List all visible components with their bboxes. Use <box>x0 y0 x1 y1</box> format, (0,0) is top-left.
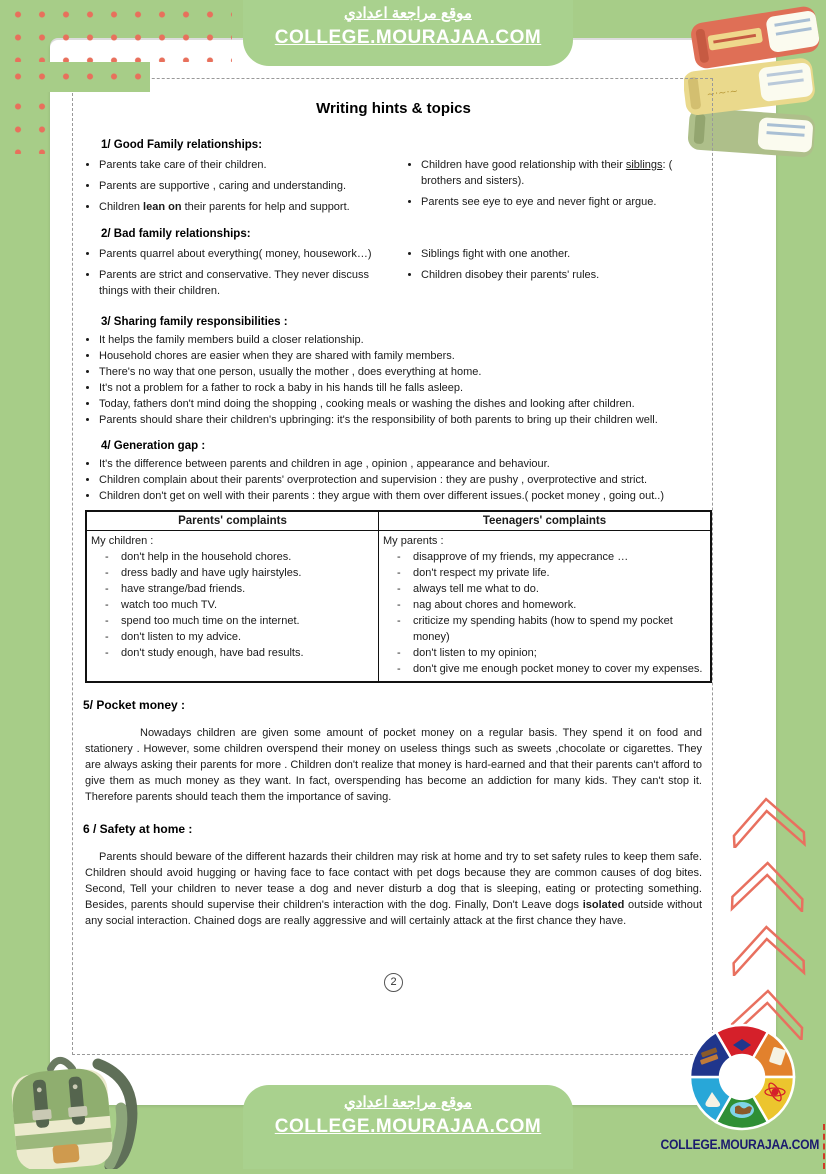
list-item: • Parents should share their children's upbringing: it's the responsibility of both parents to bring up their children well. <box>99 412 704 428</box>
chevron-up-icon <box>728 914 808 976</box>
list-item: - have strange/bad friends. <box>121 581 374 597</box>
table-header-teenagers: Teenagers' complaints <box>379 511 712 531</box>
list-item: • Parents take care of their children. <box>99 157 391 173</box>
list-item: • Parents see eye to eye and never fight or argue. <box>421 194 704 210</box>
site-banner-top <box>243 0 573 66</box>
teenagers-intro: My parents : <box>383 535 444 547</box>
section-2-columns <box>83 244 704 306</box>
list-item: - don't study enough, have bad results. <box>121 645 374 661</box>
list-item: • Children lean on their parents for help and support. <box>99 199 391 215</box>
list-item: • Parents quarrel about everything( money, housework…) <box>99 246 391 262</box>
list-item: - don't give me enough pocket money to cover my expenses. <box>413 661 706 677</box>
section-2-left-list <box>83 246 391 304</box>
parents-complaints-list <box>91 549 374 661</box>
list-item: - criticize my spending habits (how to spend my pocket money) <box>413 613 706 645</box>
section-2-heading: 2/ Bad family relationships: <box>101 228 251 240</box>
list-item: - don't listen to my advice. <box>121 629 374 645</box>
list-item: - disapprove of my friends, my appecrance … <box>413 549 706 565</box>
complaints-table <box>85 510 712 683</box>
section-3-heading: 3/ Sharing family responsibilities : <box>101 316 288 328</box>
list-item: - don't respect my private life. <box>413 565 706 581</box>
list-item: • Children complain about their parents' overprotection and supervision : they are pushy , overprotective and strict. <box>99 472 704 488</box>
chevron-up-icon <box>728 786 808 848</box>
table-cell-parents <box>86 531 379 683</box>
list-item: • Children have good relationship with their siblings: ( brothers and sisters). <box>421 157 704 189</box>
list-item: • Siblings fight with one another. <box>421 246 704 262</box>
table-header-row <box>86 511 711 531</box>
list-item: - don't listen to my opinion; <box>413 645 706 661</box>
list-item: - dress badly and have ugly hairstyles. <box>121 565 374 581</box>
section-6-paragraph: Parents should beware of the different hazards their children may risk at home and try to set safety rules to keep them safe. Children should avoid hugging or having face to face contact with pet dogs because they are common causes of dog bites. Second, Tell your children to never tease a dog and never disturb a dog that is sleeping, eating or protecting something. Besides, parents should supervise their children's interaction with the dog. Finally, Don't Leave dogs isolated outside without any social interaction. Chained dogs are really aggressive and will certainly attack at the first chance they have. <box>85 851 702 927</box>
chevron-arrows-decoration <box>728 786 808 1042</box>
list-item: - spend too much time on the internet. <box>121 613 374 629</box>
page-title: Writing hints & topics <box>316 100 471 117</box>
list-item: - watch too much TV. <box>121 597 374 613</box>
section-2-right-list <box>405 246 704 304</box>
logo-caption[interactable]: COLLEGE.MOURAJAA.COM <box>660 1137 820 1152</box>
list-item: - don't help in the household chores. <box>121 549 374 565</box>
section-5-heading: 5/ Pocket money : <box>83 698 186 712</box>
section-4-list <box>83 456 704 504</box>
list-item: • Children disobey their parents' rules. <box>421 267 704 283</box>
section-4-heading: 4/ Generation gap : <box>101 440 206 452</box>
site-url-link[interactable]: COLLEGE.MOURAJAA.COM <box>274 1116 542 1137</box>
table-body-row <box>86 531 711 683</box>
parents-intro: My children : <box>91 535 154 547</box>
chevron-up-icon <box>728 850 808 912</box>
document-page <box>72 78 713 1055</box>
section-1-left-list <box>83 157 391 220</box>
list-item: • There's no way that one person, usually the mother , does everything at home. <box>99 364 704 380</box>
table-header-parents: Parents' complaints <box>86 511 379 531</box>
list-item: • Today, fathers don't mind doing the shopping , cooking meals or washing the dishes and looking after children. <box>99 396 704 412</box>
list-item: • Parents are strict and conservative. They never discuss things with their children. <box>99 267 391 299</box>
section-3-list <box>83 332 704 428</box>
list-item: - nag about chores and homework. <box>413 597 706 613</box>
dots-pattern <box>0 92 48 154</box>
section-5-paragraph: Nowadays children are given some amount of pocket money on a regular basis. They spend it on food and stationery . However, some children overspend their money on useless things such as sweets ,chocolate or cigarettes. They are always asking their parents for more . Children don't realize that money is hard-earned and that their parents can't afford to give them as much money as they want. In fact, overspending has become an addiction for many kids. They can't stop it. Therefore parents should teach them the importance of saving. <box>85 727 702 803</box>
page-number-value: 2 <box>384 973 403 992</box>
backpack-illustration <box>0 1046 150 1174</box>
section-1-heading: 1/ Good Family relationships: <box>101 139 263 151</box>
list-item: - always tell me what to do. <box>413 581 706 597</box>
site-url-link[interactable]: COLLEGE.MOURAJAA.COM <box>274 27 542 48</box>
section-1-right-list <box>405 157 704 220</box>
site-banner-bottom <box>243 1085 573 1169</box>
teenagers-complaints-list <box>383 549 706 677</box>
list-item: • Parents are supportive , caring and understanding. <box>99 178 391 194</box>
section-1-columns <box>83 155 704 222</box>
red-dashed-edge <box>823 1124 825 1169</box>
site-name-arabic[interactable]: موقع مراجعة اعدادي <box>344 5 472 22</box>
svg-text:~·~·~: ~·~·~ <box>706 86 739 101</box>
subjects-wheel-logo <box>687 1022 797 1139</box>
list-item: • It's not a problem for a father to rock a baby in his hands till he falls asleep. <box>99 380 704 396</box>
section-6-heading: 6 / Safety at home : <box>83 822 193 836</box>
list-item: • It's the difference between parents and children in age , opinion , appearance and behaviour. <box>99 456 704 472</box>
page-number <box>83 973 704 992</box>
list-item: • It helps the family members build a closer relationship. <box>99 332 704 348</box>
list-item: • Children don't get on well with their parents : they argue with them over different issues.( pocket money , going out..) <box>99 488 704 504</box>
table-cell-teenagers <box>379 531 712 683</box>
site-name-arabic[interactable]: موقع مراجعة اعدادي <box>344 1094 472 1111</box>
list-item: • Household chores are easier when they are shared with family members. <box>99 348 704 364</box>
